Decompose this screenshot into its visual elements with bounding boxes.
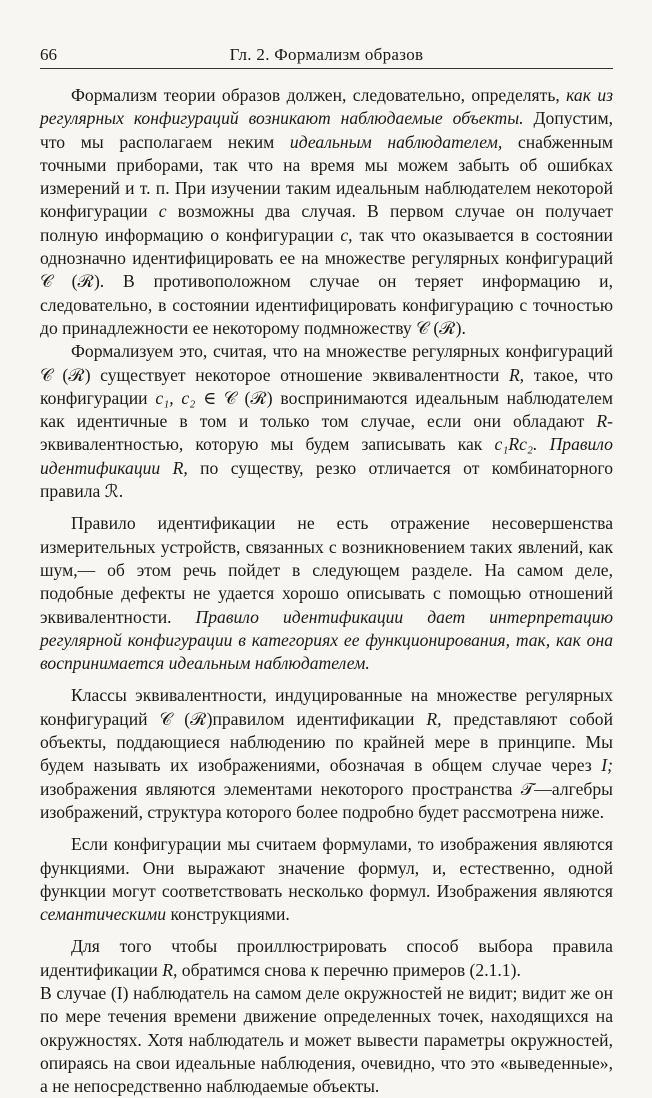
text-run: Формализм теории образов должен, следовательно, определять, bbox=[71, 85, 567, 105]
text-run: по существу, резко отличается от комбинаторного правила ℛ. bbox=[40, 457, 614, 502]
paragraph bbox=[40, 340, 613, 503]
text-run: конструкциями. bbox=[166, 904, 290, 925]
text-run: снабженным точными приборами, так что на время мы можем забыть об ошибках измерений и т. п. При изучении таким идеальным наблюдателем некоторой конфигурации bbox=[40, 131, 613, 222]
text-run: такое, что конфигурации bbox=[40, 364, 613, 408]
text-run: Допустим, что мы располагаем неким bbox=[40, 108, 613, 152]
paragraph bbox=[40, 512, 613, 675]
italic-text-run: R, bbox=[162, 959, 178, 980]
italic-text-run: c, bbox=[340, 224, 353, 245]
italic-text-run: как из регулярных конфигураций возникают наблюдаемые объекты. bbox=[40, 85, 613, 129]
page-header bbox=[40, 44, 613, 69]
paragraph bbox=[40, 684, 613, 824]
text-run bbox=[537, 434, 549, 454]
paragraph bbox=[40, 84, 613, 340]
body-text bbox=[40, 84, 613, 1098]
italic-text-run: семантическими bbox=[40, 904, 167, 925]
text-run: возможны два случая. В первом случае он получает полную информацию о конфигурации bbox=[40, 201, 613, 245]
text-run: изображения являются элементами некоторого пространства 𝒯—алгебры изображений, структура которого более подробно будет рассмотрена ниже. bbox=[40, 778, 613, 822]
italic-text-run: идеальным наблюдателем, bbox=[289, 131, 503, 152]
text-run: так что оказывается в состоянии однозначно идентифицировать ее на множестве регулярных конфигураций 𝒞 (ℛ). В противоположном случае он теряет информацию и, следовательно, в состоянии идентифицировать конфигурацию с точностью до принадлежности ее некоторому подмножеству 𝒞 (ℛ). bbox=[40, 224, 613, 338]
text-run: Для того чтобы проиллюстрировать способ выбора правила идентификации bbox=[40, 936, 613, 980]
paragraph bbox=[40, 935, 613, 982]
paragraph bbox=[40, 833, 613, 926]
text-run: ∈ 𝒞 (ℛ) воспринимаются идеальным наблюдателем как идентичные в том и только том случае, если они обладают bbox=[40, 387, 613, 432]
italic-text-run: R, bbox=[508, 364, 525, 385]
italic-text-run: Правило идентификации дает интерпретацию регулярной конфигурации в категориях ее функционирования, так, как она воспринимается идеальным наблюдателем. bbox=[40, 606, 613, 674]
running-head: Гл. 2. Формализм образов bbox=[229, 45, 424, 64]
italic-text-run: Правило идентификации R, bbox=[40, 434, 613, 478]
italic-text-run: R, bbox=[426, 708, 442, 729]
text-run: -эквивалентностью, которую мы будем записывать как bbox=[40, 411, 613, 455]
italic-text-run: c₁, c₂ bbox=[155, 387, 196, 408]
text-run: Классы эквивалентности, индуцированные на множестве регулярных конфигураций 𝒞 (ℛ)правилом идентификации bbox=[40, 685, 613, 729]
italic-text-run: R bbox=[596, 411, 608, 432]
text-run: представляют собой объекты, поддающиеся наблюдению по крайней мере в принципе. Мы будем называть их изображениями, обозначая в общем случае через bbox=[40, 708, 613, 776]
text-run: В случае (I) наблюдатель на самом деле окружностей не видит; видит же он по мере течения времени движение определенных точек, находящихся на окружностях. Хотя наблюдатель и может вывести параметры окружностей, опираясь на свои идеальные наблюдения, очевидно, что это «выведенные», а не непосредственно наблюдаемые объекты. bbox=[40, 982, 613, 1097]
italic-text-run: c₁Rc₂. bbox=[494, 434, 538, 455]
italic-text-run: I; bbox=[601, 755, 613, 776]
page-number: 66 bbox=[40, 45, 57, 64]
italic-text-run: c bbox=[158, 201, 167, 222]
text-run: Если конфигурации мы считаем формулами, то изображения являются функциями. Они выражают значение формул, и, естественно, одной функции могут соответствовать несколько формул. Изображения являются bbox=[40, 834, 613, 901]
text-run: Правило идентификации не есть отражение несовершенства измерительных устройств, связанных с возникновением таких явлений, как шум,— об этом речь пойдет в следующем разделе. На самом деле, подобные дефекты не удается хорошо описывать с помощью отношений эквивалентности. bbox=[40, 513, 613, 627]
text-run: Формализуем это, считая, что на множестве регулярных конфигураций 𝒞 (ℛ) существует некоторое отношение эквивалентности bbox=[40, 341, 613, 385]
text-run: обратимся снова к перечню примеров (2.1.1). bbox=[177, 959, 521, 980]
paragraph bbox=[40, 982, 613, 1098]
